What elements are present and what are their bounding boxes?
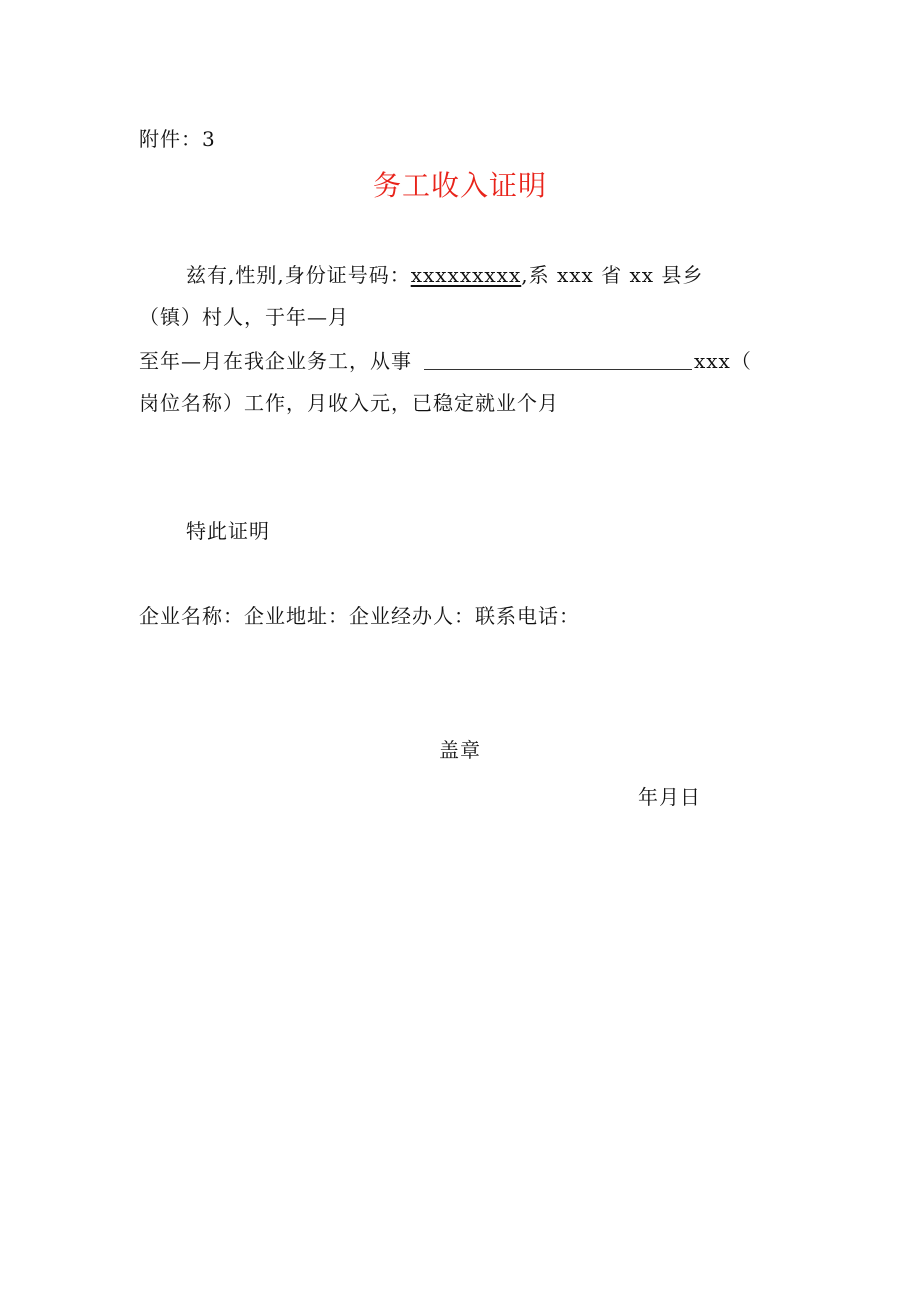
- certify-statement: 特此证明: [186, 519, 270, 543]
- origin-text: ,系 xxx 省 xx 县乡: [521, 263, 704, 287]
- paragraph-line-1: [186, 262, 703, 288]
- document-title: 务工收入证明: [372, 169, 547, 202]
- date-label: 年月日: [638, 785, 701, 809]
- occupation-blank-line: [424, 349, 692, 370]
- employment-period-text: 至年—月在我企业务工，从事: [139, 349, 412, 373]
- identity-prefix: 兹有,性别,身份证号码：: [186, 263, 411, 287]
- paragraph-line-4: 岗位名称）工作，月收入元，已稳定就业个月: [139, 391, 559, 415]
- position-placeholder: xxx（: [694, 349, 752, 373]
- seal-label: 盖章: [439, 738, 481, 762]
- paragraph-line-3: [139, 348, 752, 374]
- company-info-line: 企业名称：企业地址：企业经办人：联系电话：: [139, 604, 580, 628]
- id-number-field: xxxxxxxxx: [410, 263, 522, 287]
- attachment-label: 附件：3: [139, 127, 216, 151]
- paragraph-line-2: （镇）村人，于年—月: [139, 305, 349, 329]
